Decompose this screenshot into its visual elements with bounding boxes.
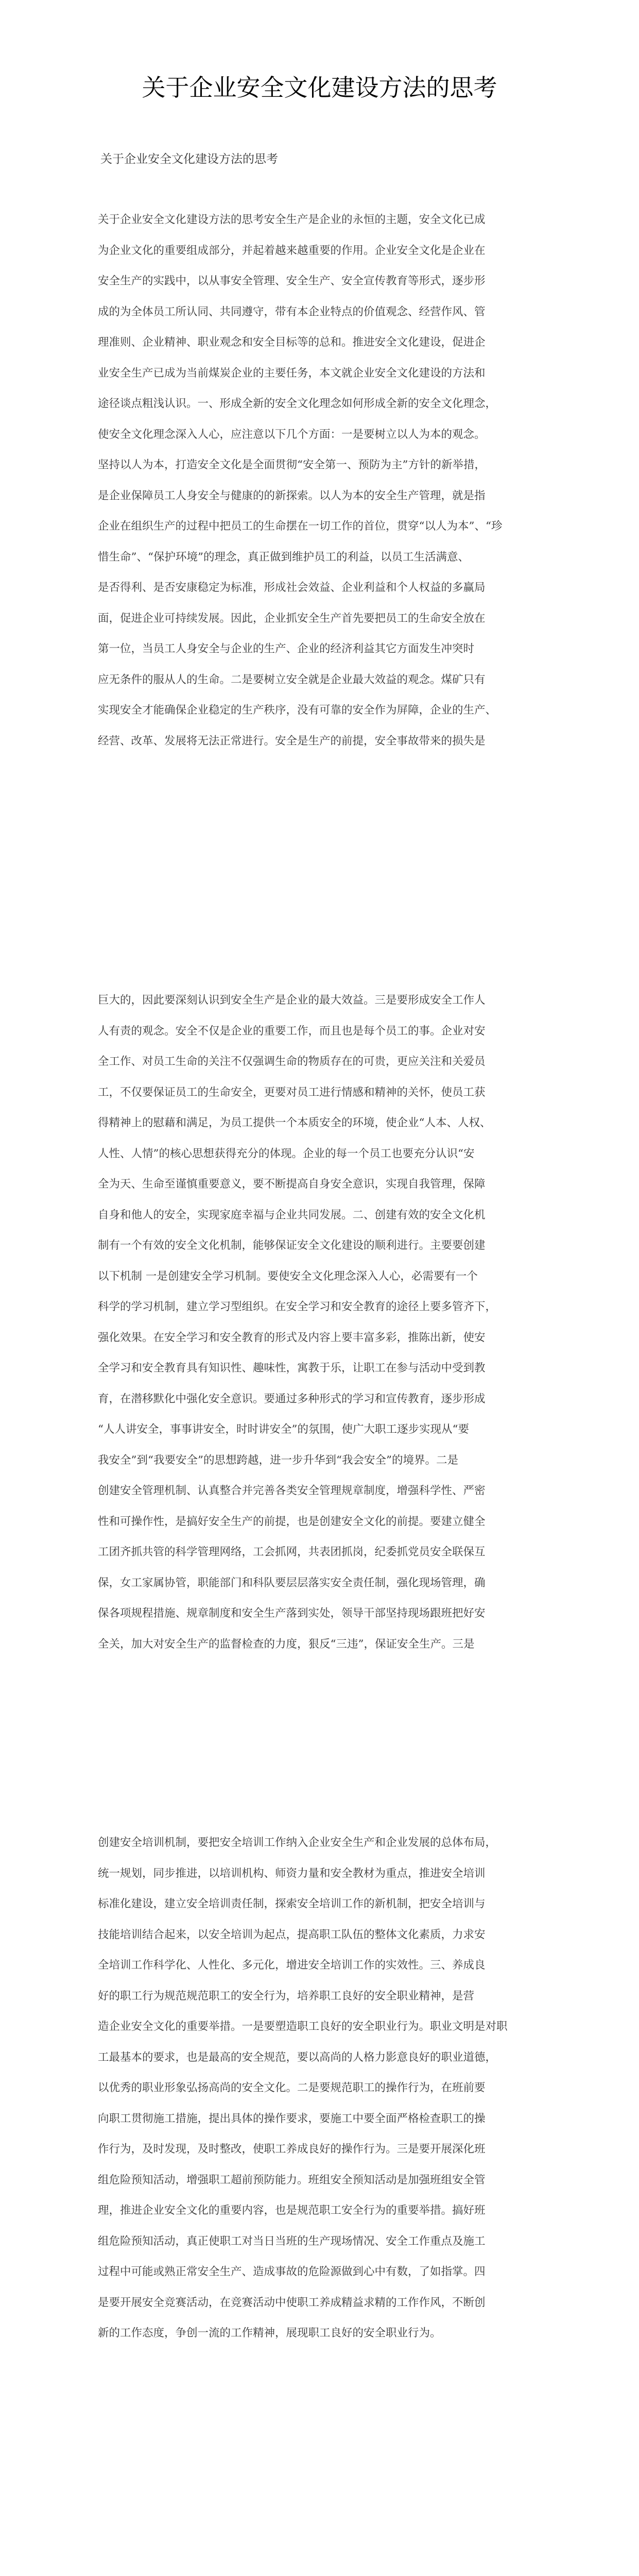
text-line: 坚持以人为本，打造安全文化是全面贯彻“安全第一、预防为主”方针的新举措， — [98, 459, 486, 471]
text-line: 全为天、生命至谨慎重要意义，要不断提高自身安全意识，实现自我管理，保障 — [98, 1178, 486, 1191]
text-line: 全学习和安全教育具有知识性、趣味性，寓教于乐，让职工在参与活动中受到教 — [98, 1362, 486, 1375]
text-line: 我安全”到“我要安全”的思想跨越，进一步升华到“我会安全”的境界。二是 — [98, 1453, 458, 1467]
text-line: 第一位，当员工人身安全与企业的生产、企业的经济利益其它方面发生冲突时 — [98, 642, 475, 655]
page-title: 关于企业安全文化建设方法的思考 — [142, 74, 497, 101]
text-line: 科学的学习机制，建立学习型组织。在安全学习和安全教育的途径上要多管齐下， — [98, 1300, 497, 1313]
text-line: 以优秀的职业形象弘扬高尚的安全文化。二是要规范职工的操作行为，在班前要 — [98, 2081, 486, 2094]
text-line: 强化效果。在安全学习和安全教育的形式及内容上要丰富多彩，推陈出新，使安 — [98, 1331, 486, 1344]
text-line: 组危险预知活动，真正使职工对当日当班的生产现场情况、安全工作重点及施工 — [98, 2234, 486, 2248]
text-line: 标准化建设，建立安全培训责任制，探索安全培训工作的新机制，把安全培训与 — [98, 1897, 486, 1910]
text-line: 业安全生产已成为当前煤炭企业的主要任务，本文就企业安全文化建设的方法和 — [98, 366, 486, 380]
text-line: 理准则、企业精神、职业观念和安全目标等的总和。推进安全文化建设，促进企 — [98, 336, 486, 349]
text-line: 统一规划，同步推进，以培训机构、师资力量和安全教材为重点，推进安全培训 — [98, 1867, 486, 1880]
text-line: 性和可操作性，是搞好安全生产的前提，也是创建安全文化的前提。要建立健全 — [98, 1515, 486, 1528]
text-line: 育，在潜移默化中强化安全意识。要通过多种形式的学习和宣传教育，逐步形成 — [98, 1392, 486, 1405]
text-line: 作行为，及时发现，及时整改，使职工养成良好的操作行为。三是要开展深化班 — [98, 2143, 486, 2156]
text-line: 安全生产的实践中，以从事安全管理、安全生产、安全宣传教育等形式，逐步形 — [98, 275, 486, 287]
text-line: 经营、改革、发展将无法正常进行。安全是生产的前提，安全事故带来的损失是 — [98, 734, 486, 748]
text-line: 人有责的观念。安全不仅是企业的重要工作，而且也是每个员工的事。企业对安 — [98, 1024, 486, 1038]
text-line: 工，不仅要保证员工的生命安全，更要对员工进行情感和精神的关怀，使员工获 — [98, 1086, 486, 1099]
text-line: 是企业保障员工人身安全与健康的的新探索。以人为本的安全生产管理，就是指 — [98, 489, 486, 502]
text-line: 保，女工家属协管，职能部门和科队要层层落实安全责任制，强化现场管理，确 — [98, 1576, 486, 1589]
text-line: 保各项规程措施、规章制度和安全生产落到实处，领导干部坚持现场跟班把好安 — [98, 1607, 486, 1620]
document-subtitle: 关于企业安全文化建设方法的思考 — [100, 152, 278, 166]
text-line: 创建安全管理机制、认真整合并完善各类安全管理规章制度，增强科学性、严密 — [98, 1484, 486, 1497]
text-line: 成的为全体员工所认同、共同遵守，带有本企业特点的价值观念、经营作风、管 — [98, 305, 486, 318]
text-line: 途径谈点粗浅认识。一、形成全新的安全文化理念如何形成全新的安全文化理念， — [98, 397, 497, 410]
text-line: 技能培训结合起来，以安全培训为起点，提高职工队伍的整体文化素质，力求安 — [98, 1928, 486, 1941]
text-line: 过程中可能或熟正常安全生产、造成事故的危险源做到心中有数，了如指掌。四 — [98, 2265, 486, 2278]
text-line: 创建安全培训机制，要把安全培训工作纳入企业安全生产和企业发展的总体布局， — [98, 1836, 497, 1849]
text-line: 惜生命”、“保护环境”的理念，真正做到维护员工的利益，以员工生活满意、 — [98, 550, 469, 564]
text-line: 自身和他人的安全，实现家庭幸福与企业共同发展。二、创建有效的安全文化机 — [98, 1208, 486, 1222]
text-line: 全关，加大对安全生产的监督检查的力度，狠反“三违”，保证安全生产。三是 — [98, 1637, 475, 1651]
text-line: 是要开展安全竞赛活动，在竞赛活动中使职工养成精益求精的工作作风，不断创 — [98, 2296, 486, 2309]
text-line: 实现安全才能确保企业稳定的生产秩序，没有可靠的安全作为屏障，企业的生产、 — [98, 704, 497, 717]
text-line: 造企业安全文化的重要举措。一是要塑造职工良好的安全职业行为。职业文明是对职 — [98, 2020, 508, 2033]
text-line: 企业在组织生产的过程中把员工的生命摆在一切工作的首位，贯穿“以人为本”、“珍 — [98, 520, 503, 533]
text-line: 以下机制 一是创建安全学习机制。要使安全文化理念深入人心，必需要有一个 — [98, 1269, 478, 1283]
text-line: 为企业文化的重要组成部分，并起着越来越重要的作用。企业安全文化是企业在 — [98, 244, 486, 257]
text-line: 全工作、对员工生命的关注不仅强调生命的物质存在的可贵，更应关注和关爱员 — [98, 1055, 486, 1068]
text-line: 好的职工行为规范规范职工的安全行为，培养职工良好的安全职业精神，是营 — [98, 1989, 475, 2003]
text-line: 得精神上的慰藉和满足，为员工提供一个本质安全的环境，使企业“人本、人权、 — [98, 1116, 491, 1129]
text-line: 组危险预知活动，增强职工超前预防能力。班组安全预知活动是加强班组安全管 — [98, 2173, 486, 2187]
text-line: “人人讲安全，事事讲安全，时时讲安全”的氛围，使广大职工逐步实现从“要 — [98, 1423, 469, 1436]
text-line: 使安全文化理念深入人心，应注意以下几个方面：一是要树立以人为本的观念。 — [98, 428, 486, 441]
text-line: 工最基本的要求，也是最高的安全规范，要以高尚的人格力影意良好的职业道德， — [98, 2050, 497, 2064]
text-line: 工团齐抓共管的科学管理网络，工会抓网，共表团抓岗，纪委抓党员安全联保互 — [98, 1546, 486, 1558]
text-line: 向职工贯彻施工措施，提出具体的操作要求，要施工中要全面严格检查职工的操 — [98, 2112, 486, 2125]
text-line: 全培训工作科学化、人性化、多元化，增进安全培训工作的实效性。三、养成良 — [98, 1959, 486, 1972]
text-line: 应无条件的服从人的生命。二是要树立安全就是企业最大效益的观念。煤矿只有 — [98, 673, 486, 686]
text-line: 是否得利、是否安康稳定为标准，形成社会效益、企业利益和个人权益的多赢局 — [98, 581, 486, 594]
text-line: 关于企业安全文化建设方法的思考安全生产是企业的永恒的主题，安全文化已成 — [98, 213, 486, 226]
text-line: 理，推进企业安全文化的重要内容，也是规范职工安全行为的重要举措。搞好班 — [98, 2204, 486, 2217]
text-line: 面，促进企业可持续发展。因此，企业抓安全生产首先要把员工的生命安全放在 — [98, 612, 486, 625]
text-line: 新的工作态度，争创一流的工作精神，展现职工良好的安全职业行为。 — [98, 2327, 441, 2340]
text-line: 巨大的，因此要深刻认识到安全生产是企业的最大效益。三是要形成安全工作人 — [98, 994, 486, 1007]
text-line: 制有一个有效的安全文化机制，能够保证安全文化建设的顺利进行。主要要创建 — [98, 1239, 486, 1252]
text-line: 人性、人情”的核心思想获得充分的体现。企业的每一个员工也要充分认识“安 — [98, 1147, 475, 1160]
